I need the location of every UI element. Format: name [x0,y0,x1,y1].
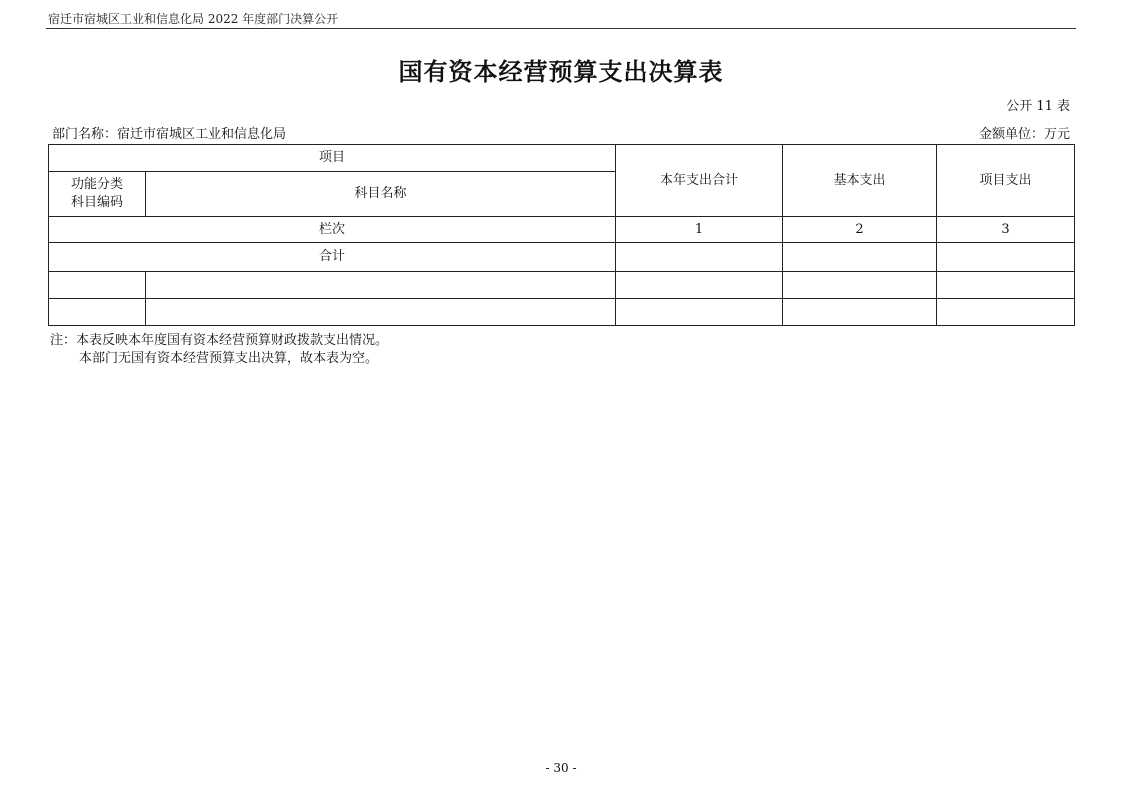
header-function-code: 功能分类 科目编码 [49,172,146,217]
column-number-label: 栏次 [49,217,616,243]
table-cell [783,272,937,299]
department-name: 部门名称：宿迁市宿城区工业和信息化局 [52,127,287,142]
header-item: 项目 [49,145,616,172]
total-row [49,243,1075,272]
table-row [49,272,1075,299]
total-cell [937,243,1075,272]
column-number-row [49,217,1075,243]
note-line-1: 注：本表反映本年度国有资本经营预算财政拨款支出情况。 [50,333,389,348]
table-cell [49,299,146,326]
table-cell [146,272,616,299]
column-number-3: 3 [937,217,1075,243]
table-cell [49,272,146,299]
total-row-label: 合计 [49,243,616,272]
table-cell [783,299,937,326]
column-number-2: 2 [783,217,937,243]
column-number-1: 1 [616,217,783,243]
table-header-row [49,145,1075,172]
page-number: - 30 - [545,761,577,775]
table-cell [616,272,783,299]
table-cell [937,272,1075,299]
header-rule [46,28,1076,29]
budget-table [48,144,1075,326]
table-number: 公开 11 表 [1006,99,1070,114]
header-project-expenditure: 项目支出 [937,145,1075,217]
total-cell [616,243,783,272]
header-total-expenditure: 本年支出合计 [616,145,783,217]
table-row [49,299,1075,326]
amount-unit: 金额单位：万元 [978,127,1070,142]
header-subject-name: 科目名称 [146,172,616,217]
table-cell [146,299,616,326]
note-line-2: 本部门无国有资本经营预算支出决算，故本表为空。 [79,351,379,366]
header-basic-expenditure: 基本支出 [783,145,937,217]
running-header: 宿迁市宿城区工业和信息化局 2022 年度部门决算公开 [48,12,339,26]
table-cell [616,299,783,326]
total-cell [783,243,937,272]
table-cell [937,299,1075,326]
page-title: 国有资本经营预算支出决算表 [398,58,724,86]
